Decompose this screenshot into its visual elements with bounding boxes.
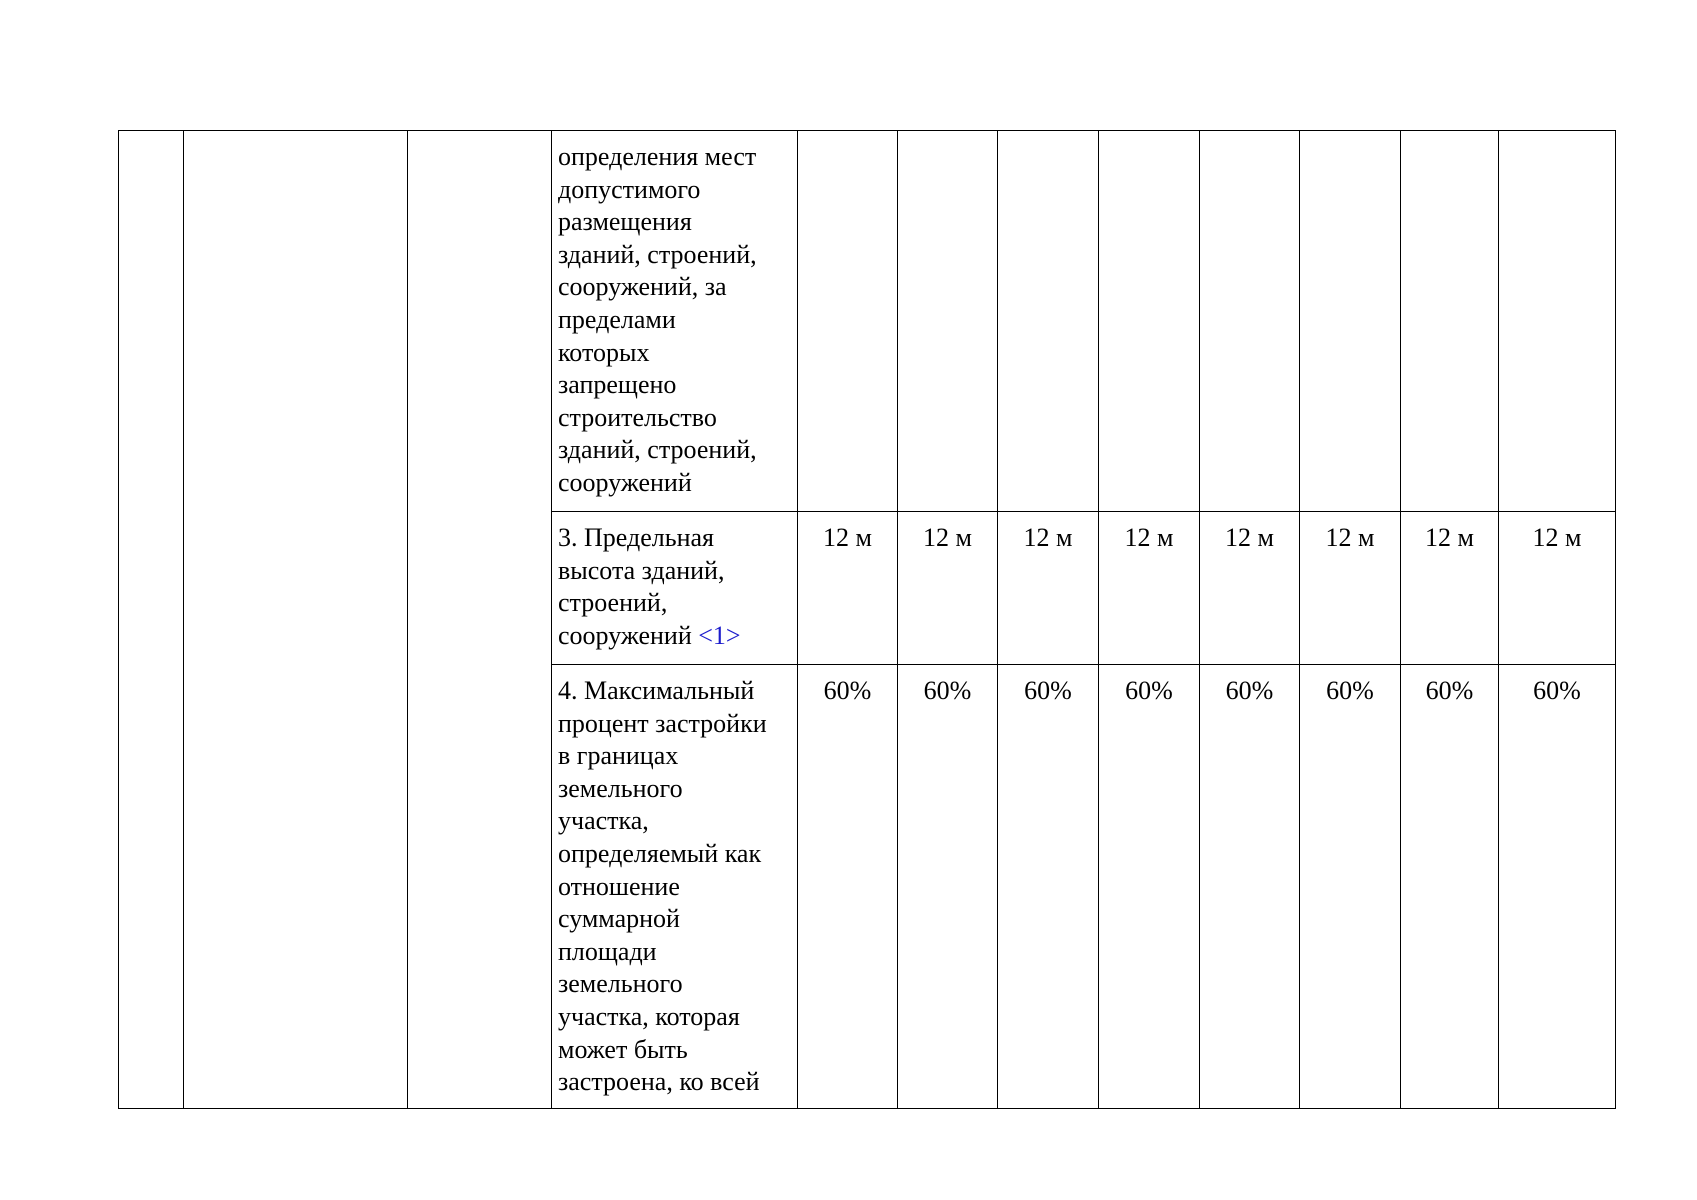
value-cell: 60% [1200, 665, 1300, 1109]
text-line: отношение [558, 871, 680, 901]
value-cell: 12 м [1099, 512, 1200, 665]
text-line: размещения [558, 207, 692, 237]
table-row [119, 131, 1616, 512]
text-line: сооружений, за [558, 272, 727, 302]
value-cell [1200, 131, 1300, 512]
value-cell: 12 м [1200, 512, 1300, 665]
text-line: участка, которая [558, 1001, 740, 1031]
text-line: зданий, строений, [558, 435, 757, 465]
text-line: строений, [558, 588, 668, 618]
value-cell [1499, 131, 1616, 512]
text-line: определения мест [558, 142, 757, 171]
value-cell: 60% [1300, 665, 1401, 1109]
text-line: может быть [558, 1034, 688, 1064]
value-cell: 60% [1099, 665, 1200, 1109]
text-line: застроена, ко всей [558, 1067, 760, 1097]
zoning-parameters-table [118, 130, 1616, 1109]
value-cell: 12 м [798, 512, 898, 665]
value-cell [1300, 131, 1401, 512]
parameter-description-cell [552, 131, 798, 512]
text-line: строительство [558, 402, 717, 432]
value-cell [798, 131, 898, 512]
value-cell: 60% [798, 665, 898, 1109]
value-cell [1401, 131, 1499, 512]
parameter-description-cell [552, 665, 798, 1109]
text-line: сооружений [558, 467, 692, 497]
text-line [558, 620, 791, 653]
text-line: участка, [558, 806, 649, 836]
empty-cell-col3 [408, 131, 552, 1109]
value-cell: 60% [998, 665, 1099, 1109]
text-line: зданий, строений, [558, 239, 757, 269]
empty-cell-col2 [184, 131, 408, 1109]
text-line: пределами [558, 304, 676, 334]
value-cell [898, 131, 998, 512]
value-cell: 12 м [1499, 512, 1616, 665]
text-line: 3. Предельная [558, 523, 714, 552]
text-line: площади [558, 936, 657, 966]
footnote-link[interactable]: <1> [698, 620, 741, 650]
text-line: 4. Максимальный [558, 676, 755, 705]
text-line: определяемый как [558, 838, 762, 868]
text-fragment: сооружений [558, 620, 692, 650]
parameter-description-cell [552, 512, 798, 665]
value-cell: 60% [1401, 665, 1499, 1109]
text-line: суммарной [558, 904, 680, 934]
empty-cell-col1 [119, 131, 184, 1109]
value-cell: 60% [898, 665, 998, 1109]
text-line: высота зданий, [558, 555, 725, 585]
value-cell: 12 м [898, 512, 998, 665]
value-cell: 12 м [1300, 512, 1401, 665]
value-cell: 12 м [1401, 512, 1499, 665]
text-line: запрещено [558, 370, 677, 400]
text-line: допустимого [558, 174, 701, 204]
value-cell: 12 м [998, 512, 1099, 665]
text-line: процент застройки [558, 708, 767, 738]
value-cell: 60% [1499, 665, 1616, 1109]
text-line: земельного [558, 969, 683, 999]
text-line: которых [558, 337, 650, 367]
text-line: земельного [558, 773, 683, 803]
value-cell [998, 131, 1099, 512]
text-line: в границах [558, 741, 679, 771]
value-cell [1099, 131, 1200, 512]
